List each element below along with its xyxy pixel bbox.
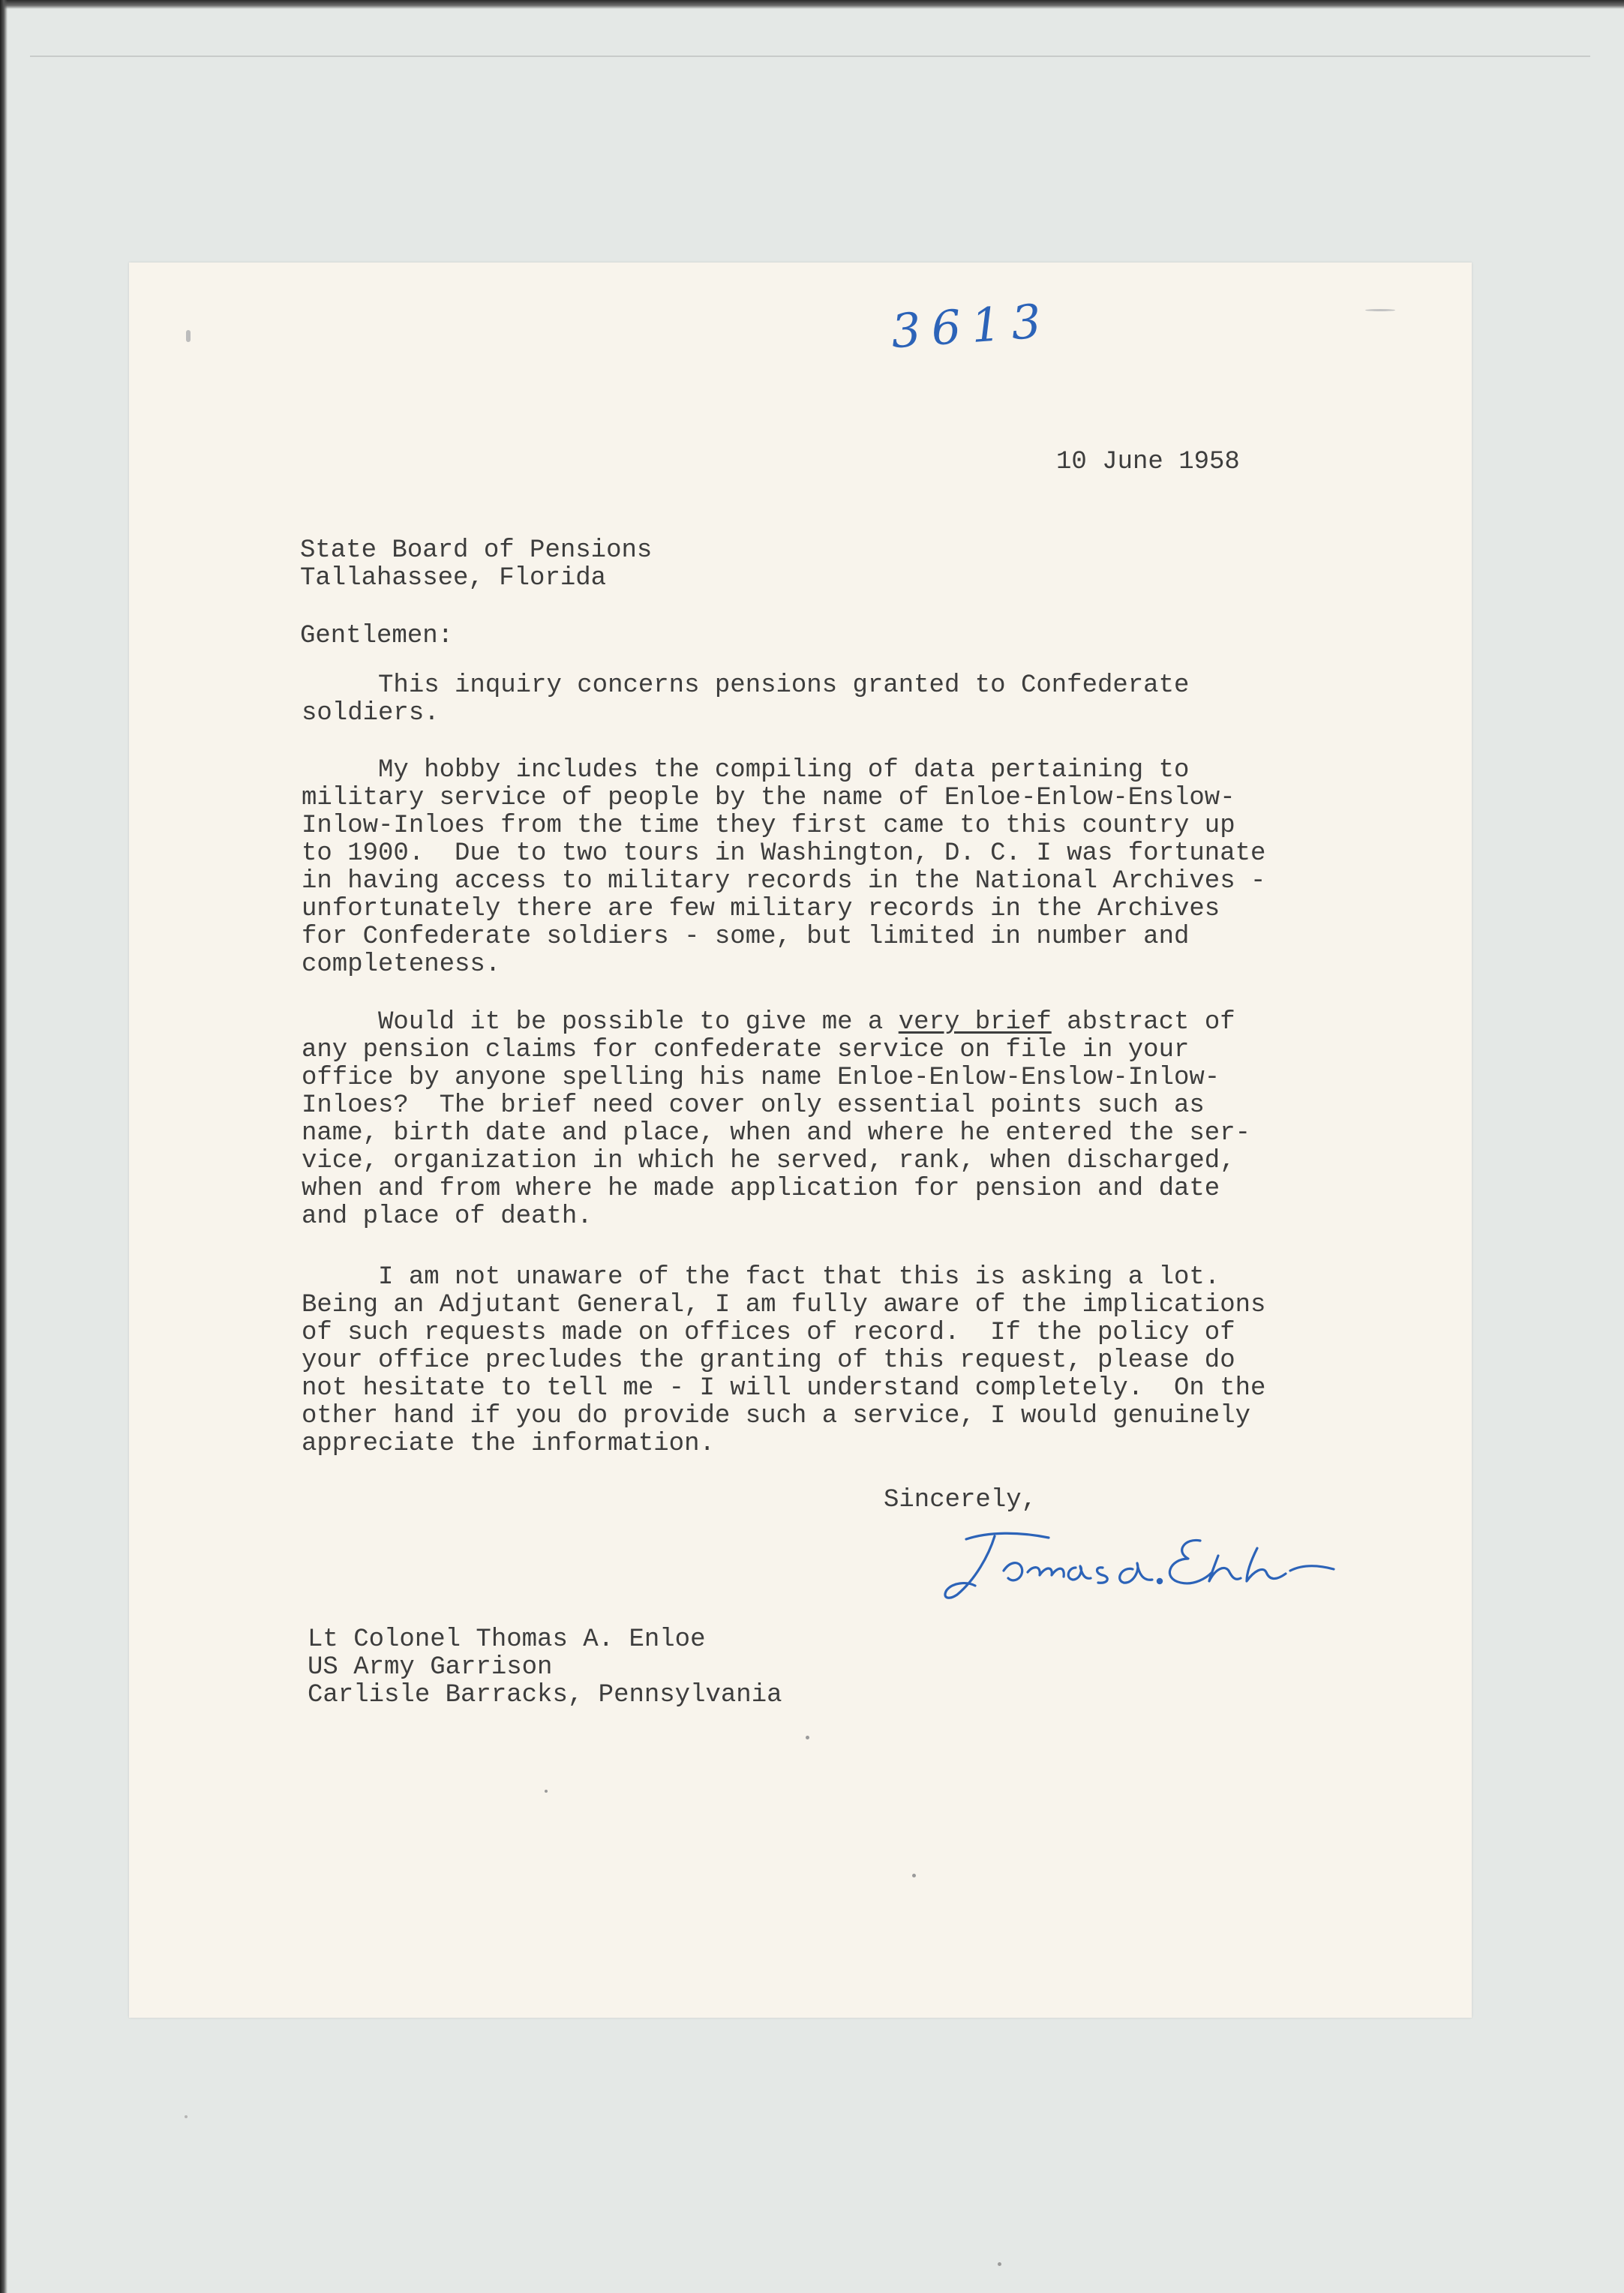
- text-line: unfortunately there are few military records in the Archives: [302, 895, 1220, 923]
- salutation: Gentlemen:: [300, 622, 454, 650]
- sender-line: Lt Colonel Thomas A. Enloe: [308, 1625, 706, 1654]
- scan-speck: [185, 2115, 188, 2118]
- text-line: I am not unaware of the fact that this is asking a lot.: [302, 1263, 1220, 1292]
- text-line: for Confederate soldiers - some, but limited in number and: [302, 923, 1190, 951]
- text-line: Being an Adjutant General, I am fully aware of the implications: [302, 1291, 1266, 1319]
- text-line: of such requests made on offices of record. If the policy of: [302, 1319, 1235, 1347]
- text-line: completeness.: [302, 950, 501, 979]
- text-line: appreciate the information.: [302, 1430, 715, 1458]
- recipient-address: [300, 537, 652, 593]
- text-line: not hesitate to tell me - I will understand completely. On the: [302, 1374, 1266, 1403]
- text-line: vice, organization in which he served, rank, when discharged,: [302, 1147, 1235, 1175]
- scan-line: [30, 56, 1590, 57]
- scan-edge-left: [0, 0, 8, 2293]
- paragraph-1: [302, 672, 1189, 728]
- paragraph-3: [302, 1009, 1250, 1231]
- sender-line: Carlisle Barracks, Pennsylvania: [308, 1681, 782, 1709]
- text-line: and place of death.: [302, 1202, 593, 1231]
- scan-speck: [186, 330, 191, 342]
- scan-speck: [998, 2262, 1001, 2266]
- text-line: Inlow-Inloes from the time they first came to this country up: [302, 812, 1235, 840]
- text-fragment: abstract of: [1051, 1008, 1235, 1037]
- scan-speck: [1365, 309, 1395, 311]
- text-line: military service of people by the name of Enloe-Enlow-Enslow-: [302, 784, 1235, 812]
- text-line: name, birth date and place, when and where he entered the ser-: [302, 1119, 1251, 1148]
- handwritten-file-number: 3613: [889, 293, 1054, 359]
- scan-speck: [545, 1790, 548, 1793]
- scan-edge-top: [0, 0, 1624, 9]
- recipient-line: State Board of Pensions: [300, 536, 653, 565]
- letter-date: 10 June 1958: [1056, 448, 1240, 476]
- scan-speck: [912, 1874, 916, 1877]
- sender-line: US Army Garrison: [308, 1653, 553, 1682]
- paragraph-2: [302, 757, 1265, 979]
- text-line: [302, 1009, 1250, 1037]
- text-line: My hobby includes the compiling of data pertaining to: [302, 756, 1190, 785]
- recipient-line: Tallahassee, Florida: [300, 564, 607, 593]
- text-line: in having access to military records in the National Archives -: [302, 867, 1266, 896]
- text-line: This inquiry concerns pensions granted to Confederate: [302, 671, 1190, 700]
- text-line: any pension claims for confederate service on file in your: [302, 1036, 1190, 1064]
- text-line: office by anyone spelling his name Enloe-Enlow-Enslow-Inlow-: [302, 1064, 1220, 1092]
- text-line: other hand if you do provide such a service, I would genuinely: [302, 1402, 1251, 1430]
- handwritten-signature: [936, 1526, 1341, 1608]
- text-line: soldiers.: [302, 699, 440, 728]
- text-line: your office precludes the granting of this request, please do: [302, 1346, 1235, 1375]
- sender-block: [308, 1626, 782, 1709]
- scan-speck: [806, 1736, 809, 1739]
- paragraph-4: [302, 1264, 1265, 1458]
- closing: Sincerely,: [884, 1486, 1037, 1514]
- text-fragment: Would it be possible to give me a: [302, 1008, 899, 1037]
- underlined-phrase: very brief: [898, 1008, 1052, 1037]
- text-line: to 1900. Due to two tours in Washington, D. C. I was fortunate: [302, 839, 1266, 868]
- text-line: when and from where he made application for pension and date: [302, 1175, 1220, 1203]
- text-line: Inloes? The brief need cover only essential points such as: [302, 1091, 1205, 1120]
